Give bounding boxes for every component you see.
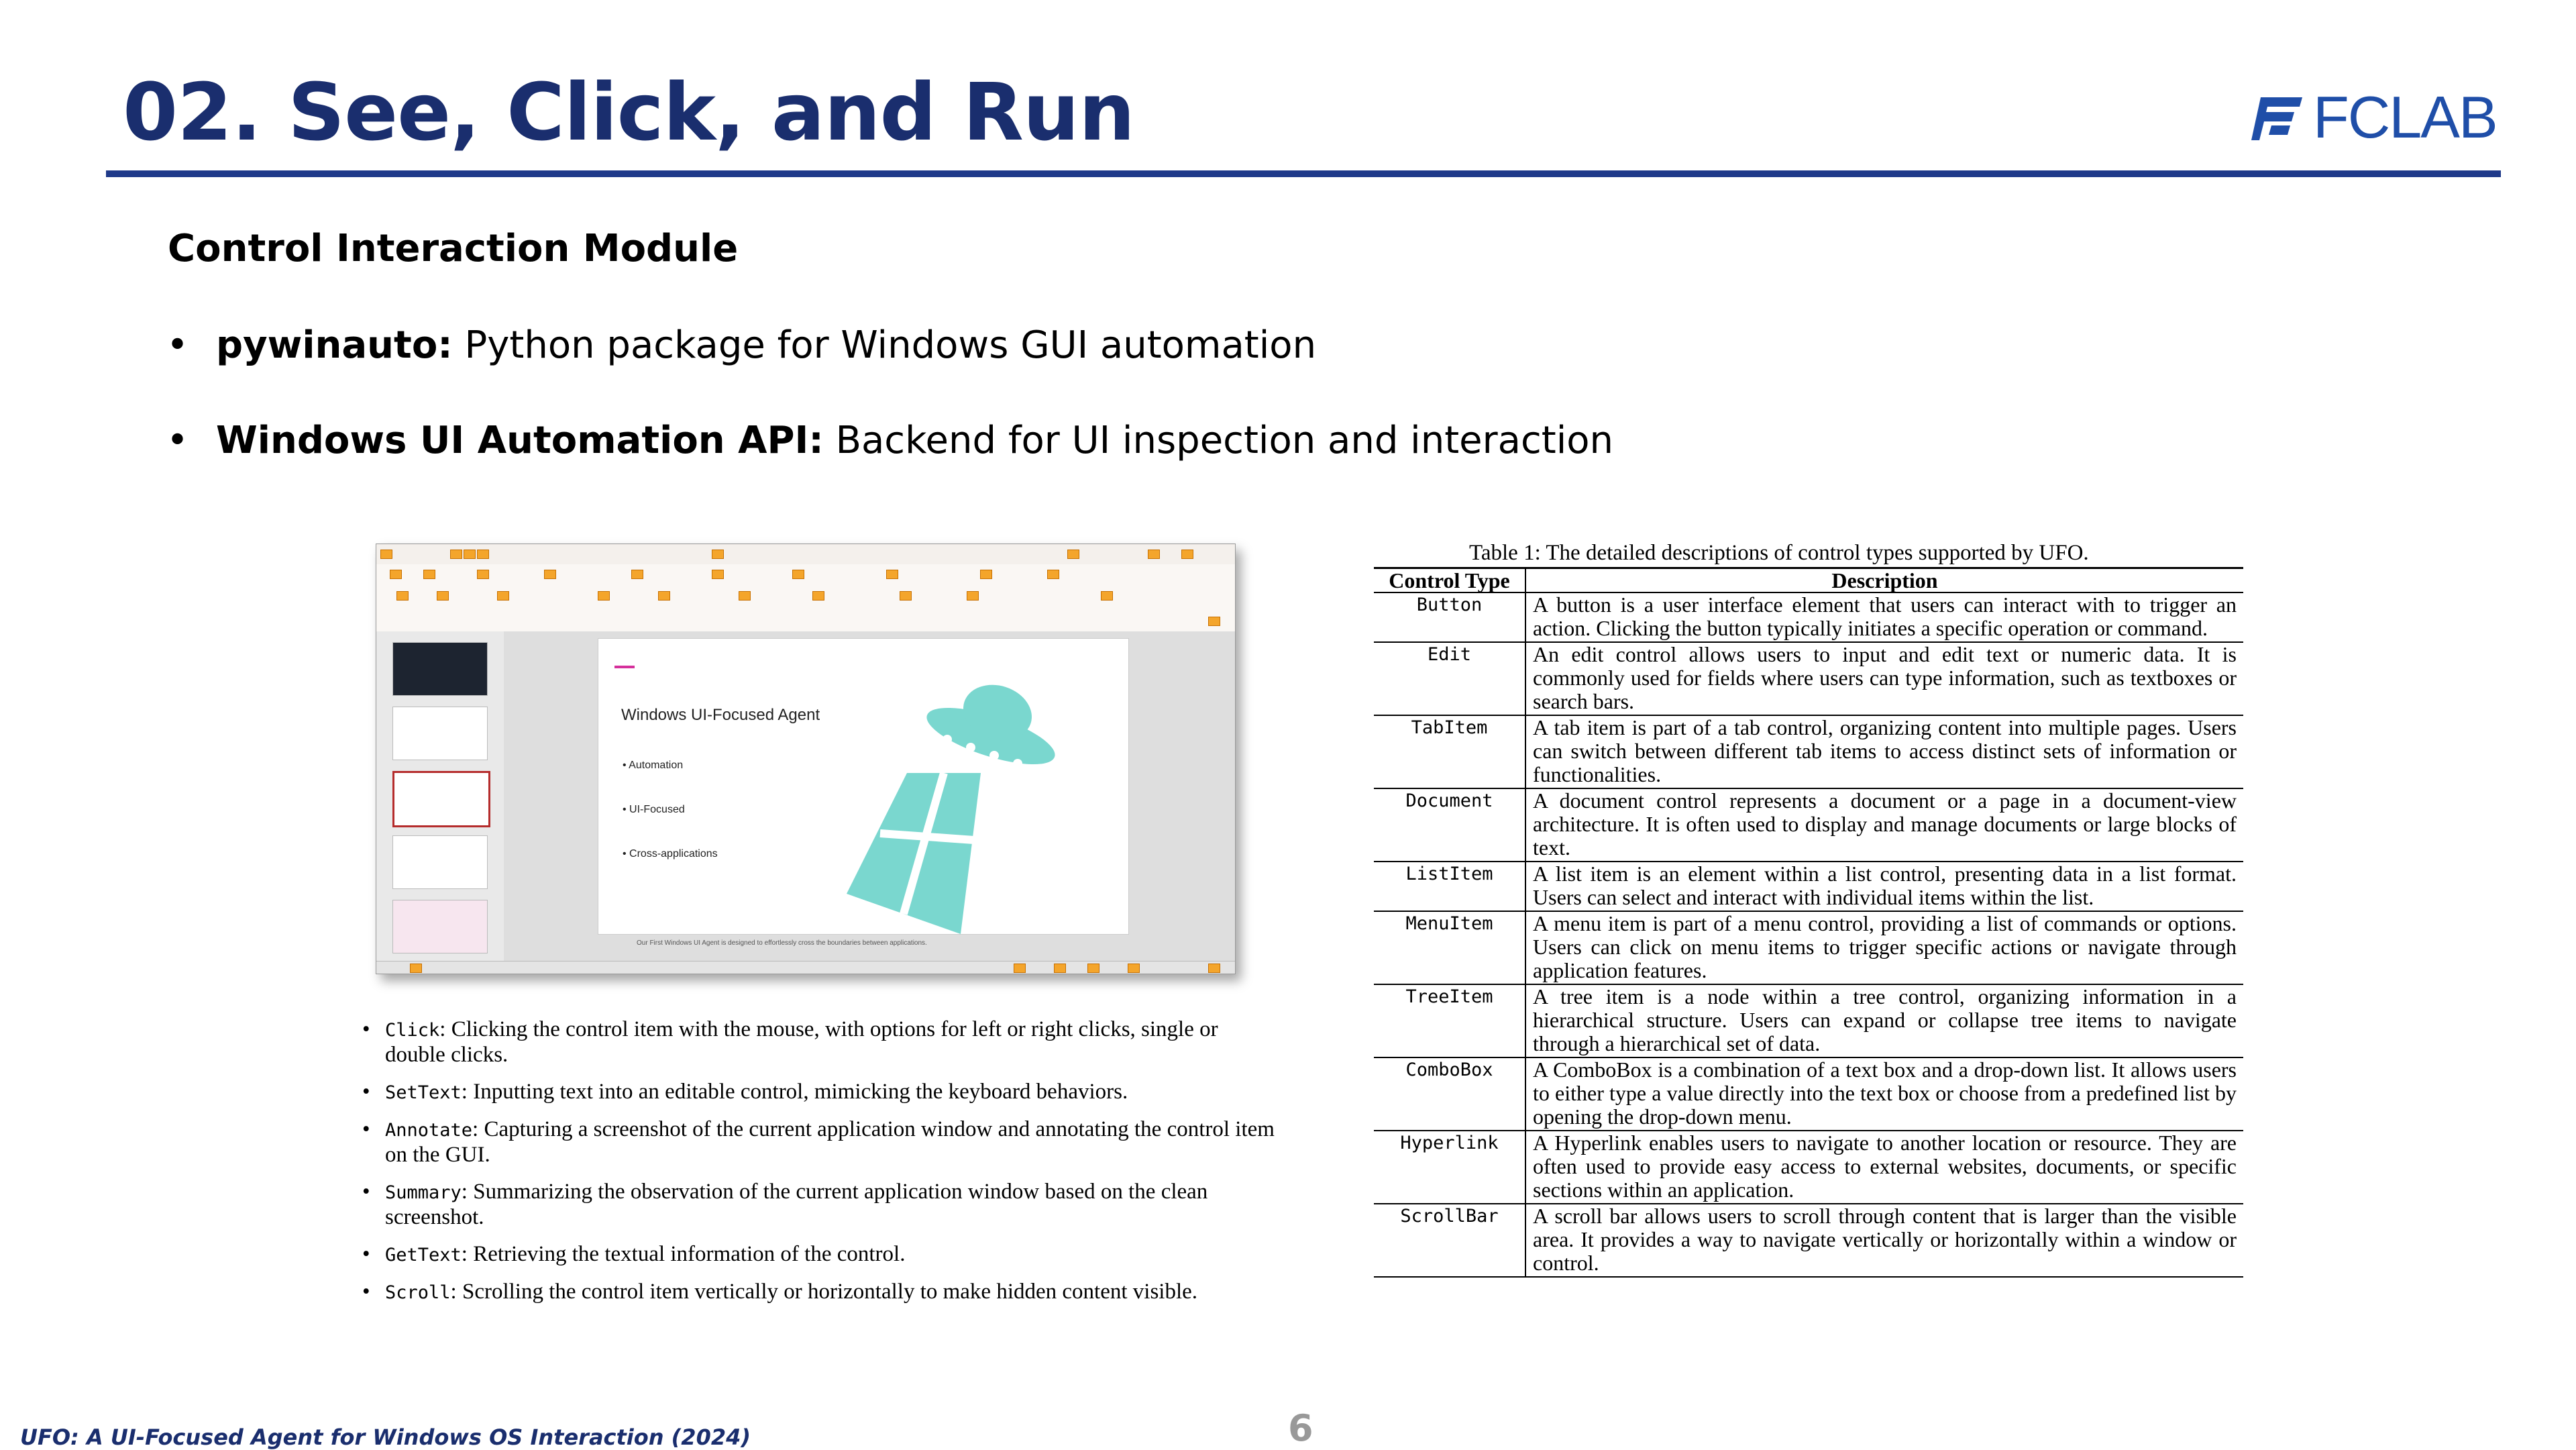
control-type-cell: ComboBox: [1374, 1057, 1525, 1131]
slide-notes: Our First Windows UI Agent is designed to effortlessly cross the boundaries between applications.: [637, 939, 927, 947]
slide-canvas: [504, 631, 1235, 962]
section-subtitle: Control Interaction Module: [168, 227, 739, 270]
bullet-term: pywinauto:: [216, 323, 453, 367]
control-type-cell: TreeItem: [1374, 984, 1525, 1057]
table-row: [1374, 1131, 2243, 1204]
table-row: [1374, 984, 2243, 1057]
description-cell: An edit control allows users to input and edit text or numeric data. It is commonly used for fields where users can type information, such as textboxes or search bars.: [1525, 642, 2243, 715]
description-cell: A tree item is a node within a tree control, organizing information in a hierarchical structure. Users can expand or collapse tree items to navigate through a hierarchical set of data.: [1525, 984, 2243, 1057]
description-cell: A Hyperlink enables users to navigate to another location or resource. They are often used to provide easy access to external websites, documents, or specific sections within an application.: [1525, 1131, 2243, 1204]
slide-bullet: • Cross-applications: [623, 848, 718, 860]
table-row: [1374, 862, 2243, 911]
slide-preview: [598, 638, 1129, 935]
control-type-cell: Document: [1374, 788, 1525, 862]
control-type-cell: ScrollBar: [1374, 1204, 1525, 1277]
bullet-term: Windows UI Automation API:: [216, 419, 824, 462]
action-item-gettext: • GetText: Retrieving the textual information of the control.: [362, 1242, 906, 1266]
table-caption: Table 1: The detailed descriptions of control types supported by UFO.: [1469, 541, 2089, 565]
control-type-cell: Button: [1374, 592, 1525, 642]
control-type-cell: TabItem: [1374, 715, 1525, 788]
page-title: 02. See, Click, and Run: [123, 66, 1134, 158]
page-number: 6: [1288, 1407, 1313, 1449]
action-item-settext: • SetText: Inputting text into an editable control, mimicking the keyboard behaviors.: [362, 1080, 1128, 1104]
description-cell: A button is a user interface element that users can interact with to trigger an action. Clicking the button typically initiates a specific operation or command.: [1525, 592, 2243, 642]
control-type-cell: MenuItem: [1374, 911, 1525, 984]
slide-thumbnails: [376, 631, 504, 962]
header-divider: [106, 170, 2501, 177]
table-header-row: [1374, 568, 2243, 593]
description-cell: A document control represents a document or a page in a document-view architecture. It is often used to display and manage documents or large blocks of text.: [1525, 788, 2243, 862]
ufo-illustration: [847, 672, 1108, 934]
footer-citation: UFO: A UI-Focused Agent for Windows OS Interaction (2024): [20, 1425, 751, 1450]
action-item-annotate: • Annotate: Capturing a screenshot of the current application window and annotating the control item on the GUI.: [362, 1117, 1275, 1167]
table-row: [1374, 1057, 2243, 1131]
table-header-description: Description: [1525, 568, 2243, 593]
bullet-uia-api: • Windows UI Automation API: Backend for UI inspection and interaction: [166, 419, 1614, 462]
annotated-screenshot: [376, 543, 1236, 974]
action-item-click: • Click: Clicking the control item with the mouse, with options for left or right clicks, single or double clicks.: [362, 1017, 1218, 1067]
bullet-pywinauto: • pywinauto: Python package for Windows GUI automation: [166, 323, 1317, 367]
table-row: [1374, 592, 2243, 642]
ribbon-toolbar: [376, 564, 1235, 632]
fclab-logo: [2251, 84, 2497, 150]
description-cell: A scroll bar allows users to scroll through content that is larger than the visible area. It provides a way to navigate vertically or horizontally within a window or control.: [1525, 1204, 2243, 1277]
action-item-summary: • Summary: Summarizing the observation of the current application window based on the clean screenshot.: [362, 1180, 1208, 1229]
action-item-scroll: • Scroll: Scrolling the control item vertically or horizontally to make hidden content visible.: [362, 1280, 1198, 1304]
table-header-control-type: Control Type: [1374, 568, 1525, 593]
fclab-logo-text: FCLAB: [2313, 84, 2497, 150]
table-row: [1374, 642, 2243, 715]
slide-title: Windows UI-Focused Agent: [621, 706, 820, 724]
table-row: [1374, 788, 2243, 862]
bullet-text: Backend for UI inspection and interaction: [823, 419, 1614, 462]
description-cell: A menu item is part of a menu control, providing a list of commands or options. Users can click on menu items to trigger specific actions or navigate through application features.: [1525, 911, 2243, 984]
status-bar: [376, 961, 1235, 974]
slide-bullet: • UI-Focused: [623, 804, 685, 815]
table-row: [1374, 1204, 2243, 1277]
description-cell: A tab item is part of a tab control, organizing content into multiple pages. Users can switch between different tab items to access distinct sets of information or functionalities.: [1525, 715, 2243, 788]
table-row: [1374, 911, 2243, 984]
description-cell: A ComboBox is a combination of a text box and a drop-down list. It allows users to either type a value directly into the text box or choose from a predefined list by opening the drop-down menu.: [1525, 1057, 2243, 1131]
bullet-text: Python package for Windows GUI automation: [452, 323, 1317, 367]
control-types-table: [1374, 567, 2243, 1278]
slide-bullet: • Automation: [623, 760, 684, 771]
table-row: [1374, 715, 2243, 788]
description-cell: A list item is an element within a list control, presenting data in a list format. Users can select and interact with individual items within the list.: [1525, 862, 2243, 911]
control-type-cell: Edit: [1374, 642, 1525, 715]
control-type-cell: ListItem: [1374, 862, 1525, 911]
action-list: [362, 1017, 1275, 1317]
control-type-cell: Hyperlink: [1374, 1131, 1525, 1204]
fclab-logo-icon: [2251, 91, 2305, 144]
window-titlebar: [376, 544, 1235, 565]
